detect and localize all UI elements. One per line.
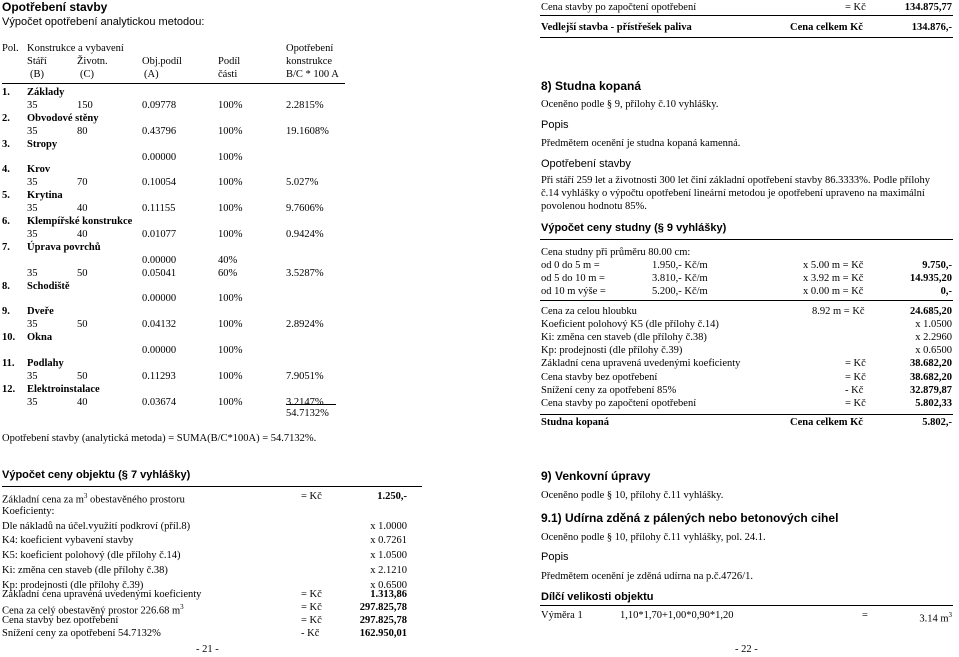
s8-depth-heading: Cena studny při průměru 80.00 cm:	[541, 247, 691, 258]
calc-row-label: Cena stavby bez opotřebení	[541, 371, 658, 383]
right-top-rule1	[540, 15, 953, 16]
price-result-value: 162.950,01	[359, 628, 407, 639]
item-cell: 100%	[218, 125, 243, 137]
s91-title: 9.1) Udírna zděná z pálených nebo betonových cihel	[541, 511, 839, 525]
item-name: Schodiště	[27, 280, 70, 292]
right-top-rule2	[540, 37, 953, 38]
hdr-a: (A)	[144, 69, 159, 80]
page-number-right: - 22 -	[735, 644, 758, 655]
s8-oceneno: Oceněno podle § 9, přílohy č.10 vyhlášky.	[541, 99, 719, 110]
price-result-value: 297.825,78	[359, 615, 407, 626]
price-row-value: x 1.0000	[370, 520, 407, 532]
item-cell: 0.00000	[142, 254, 177, 266]
s8-popis: Předmětem ocenění je studna kopaná kamenná.	[541, 138, 741, 149]
item-cell: 7.9051%	[286, 370, 324, 382]
price-row-label	[2, 549, 180, 562]
price-row-label	[2, 520, 190, 533]
item-cell: 0.11293	[142, 370, 176, 382]
item-cell: 0.10054	[142, 177, 177, 189]
price-title-rule	[2, 486, 422, 487]
hdr-c: (C)	[80, 69, 94, 80]
s91-popis-heading: Popis	[541, 551, 569, 563]
price-row-label-text: K5: koeficient polohový (dle přílohy č.14)	[2, 550, 181, 562]
item-cell: 0.00000	[142, 345, 177, 356]
top-row-op: = Kč	[845, 2, 866, 13]
item-cell: 80	[77, 125, 88, 137]
item-number: 10.	[2, 332, 16, 344]
price-row-label	[2, 534, 134, 547]
item-cell: 100%	[218, 177, 243, 189]
s8-total-op: Cena celkem Kč	[790, 417, 863, 428]
item-number: 6.	[2, 216, 10, 227]
item-cell: 35	[27, 203, 38, 215]
s91-dil-rule	[540, 605, 953, 606]
s8-opotr-line3: povolenou hodnotu 85%.	[541, 201, 647, 212]
item-cell: 35	[27, 319, 38, 331]
calc-row-value: x 0.6500	[915, 345, 952, 357]
depth-range: od 5 do 10 m =	[541, 273, 605, 284]
depth-value: 9.750,-	[922, 260, 952, 271]
s8-total-value: 5.802,-	[922, 417, 952, 428]
item-cell: 100%	[218, 228, 243, 240]
calc-row-op: = Kč	[845, 358, 866, 370]
wear-total: 54.7132%	[286, 408, 329, 419]
item-cell: 50	[77, 267, 88, 279]
s8-title: 8) Studna kopaná	[541, 79, 642, 93]
price-result-label	[2, 614, 118, 627]
item-cell: 0.00000	[142, 293, 177, 305]
item-cell: 0.03674	[142, 396, 177, 408]
price-result-label-text: Cena stavby bez opotřebení	[2, 615, 119, 626]
top-row-value: 134.875,77	[904, 2, 952, 13]
item-cell: 100%	[218, 99, 243, 111]
s91-vymera-value	[919, 609, 952, 626]
s91-vymera-sup: 3	[948, 611, 952, 619]
price-row-value: x 2.1210	[370, 565, 407, 576]
top-row-label: Cena stavby po započtení opotřebení	[541, 2, 697, 13]
left-title: Opotřebení stavby	[2, 0, 108, 14]
depth-mult: x 3.92 m = Kč	[803, 273, 864, 284]
item-name: Krytina	[27, 190, 63, 202]
total-rule	[286, 404, 336, 405]
hdr-casti: části	[218, 69, 238, 80]
item-cell: 70	[77, 177, 88, 189]
depth-price: 5.200,- Kč/m	[652, 286, 708, 297]
calc-row-op: = Kč	[845, 371, 866, 383]
calc-row-label: Koeficient polohový K5 (dle přílohy č.14)	[541, 319, 719, 331]
price-result-op: = Kč	[301, 615, 322, 626]
price-row-value: x 0.7261	[370, 535, 407, 547]
price-result-op: - Kč	[301, 628, 320, 639]
s8-depth-rule	[540, 300, 953, 301]
calc-row-op: 8.92 m = Kč	[812, 306, 865, 317]
item-name: Dveře	[27, 306, 54, 318]
price-result-sup: 3	[180, 603, 184, 611]
hdr-opotrebeni: Opotřebení	[286, 43, 334, 54]
item-number: 5.	[2, 190, 10, 202]
price-result-value: 297.825,78	[359, 602, 407, 613]
item-cell: 35	[27, 99, 38, 111]
calc-row-value: 38.682,20	[910, 371, 952, 383]
item-cell: 100%	[218, 203, 243, 215]
depth-range: od 0 do 5 m =	[541, 260, 600, 271]
price-row-label-text: Koeficienty:	[2, 505, 55, 517]
item-number: 9.	[2, 306, 10, 318]
calc-row-label: Snížení ceny za opotřebení 85%	[541, 384, 677, 396]
item-cell: 0.00000	[142, 151, 177, 163]
header-rule	[2, 83, 345, 84]
depth-mult: x 0.00 m = Kč	[803, 286, 864, 297]
item-cell: 19.1608%	[286, 125, 329, 137]
item-cell: 100%	[218, 345, 243, 356]
price-result-label	[2, 588, 201, 601]
item-number: 1.	[2, 87, 10, 98]
item-cell: 100%	[218, 370, 243, 382]
item-cell: 0.09778	[142, 99, 177, 111]
s91-popis: Předmětem ocenění je zděná udírna na p.č.4726/1.	[541, 571, 753, 582]
item-name: Podlahy	[27, 357, 64, 369]
price-result-label-text: Cena za celý obestavěný prostor 226.68 m	[2, 605, 181, 617]
price-row-value: 1.250,-	[377, 491, 407, 502]
item-cell: 40	[77, 396, 88, 408]
item-cell: 100%	[218, 319, 243, 331]
price-row-label	[2, 564, 168, 577]
calc-row-op: = Kč	[845, 397, 866, 409]
hdr-pol: Pol.	[2, 43, 19, 54]
item-name: Elektroinstalace	[27, 383, 100, 395]
price-row-label-text: K4: koeficient vybavení stavby	[2, 535, 134, 547]
item-name: Úprava povrchů	[27, 241, 101, 253]
price-result-op: = Kč	[301, 589, 322, 600]
item-cell: 0.11155	[142, 203, 176, 215]
hdr-objpodil: Obj.podíl	[142, 56, 182, 67]
wear-summary: Opotřebení stavby (analytická metoda) = SUMA(B/C*100A) = 54.7132%.	[2, 433, 317, 444]
price-row-label-rest: obestavěného prostoru	[87, 494, 185, 506]
price-row-label-text: Ki: změna cen staveb (dle přílohy č.38)	[2, 565, 168, 576]
item-cell: 35	[27, 177, 38, 189]
s8-opotr-line2: č.14 vyhlášky o výpočtu opotřebení lineární metodou je opotřebení upraveno na maximální	[541, 188, 925, 199]
price-row-label-text: Kp: prodejnosti (dle přílohy č.39)	[2, 579, 144, 591]
s8-total-rule	[540, 414, 953, 415]
price-result-value: 1.313,86	[370, 589, 407, 600]
hdr-zivotn: Životn.	[77, 56, 108, 67]
depth-value: 0,-	[940, 286, 952, 297]
price-result-label	[2, 627, 161, 640]
calc-row-value: x 2.2960	[915, 332, 952, 344]
calc-row-label: Kp: prodejnosti (dle přílohy č.39)	[541, 345, 683, 357]
item-cell: 9.7606%	[286, 203, 324, 215]
calc-row-value: 32.879,87	[910, 384, 952, 396]
depth-price: 1.950,- Kč/m	[652, 260, 708, 271]
left-subtitle: Výpočet opotřebení analytickou metodou:	[2, 16, 205, 28]
hdr-b: (B)	[30, 69, 44, 80]
item-cell: 0.05041	[142, 267, 177, 279]
hdr-stari: Stáří	[27, 56, 47, 67]
page-number-left: - 21 -	[196, 644, 219, 655]
item-cell: 0.04132	[142, 319, 177, 331]
calc-row-label: Cena stavby po započtení opotřebení	[541, 397, 697, 409]
depth-range: od 10 m výše =	[541, 286, 606, 297]
price-result-op: = Kč	[301, 602, 322, 613]
item-cell: 0.01077	[142, 228, 177, 240]
item-cell: 35	[27, 125, 38, 137]
item-name: Krov	[27, 164, 51, 176]
item-cell: 60%	[218, 267, 238, 279]
s8-calc-rule	[540, 239, 953, 240]
calc-row-value: 38.682,20	[910, 358, 952, 370]
item-cell: 100%	[218, 151, 243, 163]
item-cell: 40	[77, 228, 88, 240]
s91-vymera-value-text: 3.14 m	[919, 613, 949, 625]
calc-row-value: x 1.0500	[915, 319, 952, 331]
s8-opotr-heading: Opotřebení stavby	[541, 158, 631, 170]
price-row-op: = Kč	[301, 491, 322, 502]
price-row-label-text: Základní cena za m	[2, 494, 84, 506]
s91-vymera-eq: =	[862, 610, 868, 621]
s8-calc-heading: Výpočet ceny studny (§ 9 vyhlášky)	[541, 222, 727, 234]
price-result-label-text: Základní cena upravená uvedenými koeficienty	[2, 589, 202, 600]
hdr-podil: Podíl	[218, 56, 241, 67]
item-cell: 0.43796	[142, 125, 177, 137]
s8-popis-heading: Popis	[541, 119, 569, 131]
item-cell: 0.9424%	[286, 228, 324, 240]
item-cell: 150	[77, 99, 93, 111]
price-row-value: x 0.6500	[370, 579, 407, 591]
top-row-label: Vedlejší stavba - přístřešek paliva	[541, 22, 692, 33]
item-number: 11.	[2, 357, 15, 369]
price-row-label-text: Dle nákladů na účel.využití podkroví (příl.8)	[2, 520, 191, 532]
item-number: 3.	[2, 138, 10, 150]
calc-row-label: Základní cena upravená uvedenými koeficienty	[541, 358, 741, 370]
item-number: 7.	[2, 241, 10, 253]
item-cell: 3.5287%	[286, 267, 324, 279]
s8-opotr-line1: Při stáří 259 let a životnosti 300 let činí základní opotřebení stavby 86.3333%. Podle přílohy	[541, 175, 931, 186]
item-cell: 35	[27, 267, 38, 279]
depth-value: 14.935,20	[910, 273, 952, 284]
price-result-label-text: Snížení ceny za opotřebení 54.7132%	[2, 628, 161, 639]
item-number: 8.	[2, 280, 10, 292]
item-number: 2.	[2, 112, 10, 124]
depth-price: 3.810,- Kč/m	[652, 273, 708, 284]
item-cell: 2.2815%	[286, 99, 324, 111]
item-cell: 50	[77, 319, 88, 331]
price-title: Výpočet ceny objektu (§ 7 vyhlášky)	[2, 469, 191, 481]
item-number: 4.	[2, 164, 10, 176]
item-name: Okna	[27, 332, 53, 344]
calc-row-value: 24.685,20	[910, 306, 952, 317]
item-cell: 100%	[218, 293, 243, 305]
item-cell: 5.027%	[286, 177, 319, 189]
hdr-konstrukce2: konstrukce	[286, 56, 333, 67]
s9-oceneno: Oceněno podle § 10, přílohy č.11 vyhlášky.	[541, 490, 724, 501]
s91-oceneno: Oceněno podle § 10, přílohy č.11 vyhlášky, pol. 24.1.	[541, 532, 766, 543]
s91-vymera-formula: 1,10*1,70+1,00*0,90*1,20	[620, 610, 734, 621]
s9-title: 9) Venkovní úpravy	[541, 469, 651, 483]
item-cell: 100%	[218, 396, 243, 408]
calc-row-value: 5.802,33	[915, 397, 952, 409]
item-cell: 2.8924%	[286, 319, 324, 331]
item-cell: 35	[27, 396, 38, 408]
calc-row-label: Cena za celou hloubku	[541, 306, 637, 317]
item-cell: 40	[77, 203, 88, 215]
s91-vymera-label: Výměra 1	[541, 610, 583, 621]
price-row-value: x 1.0500	[370, 550, 407, 562]
item-cell: 50	[77, 370, 88, 382]
item-cell: 35	[27, 228, 38, 240]
item-name: Základy	[27, 87, 65, 98]
calc-row-op: - Kč	[845, 384, 864, 396]
depth-mult: x 5.00 m = Kč	[803, 260, 864, 271]
item-name: Obvodové stěny	[27, 112, 99, 124]
item-cell: 3.2147%	[286, 396, 324, 408]
item-number: 12.	[2, 383, 16, 395]
hdr-konstrukce: Konstrukce a vybavení	[27, 43, 124, 54]
hdr-formula: B/C * 100 A	[286, 69, 339, 80]
price-row-sup: 3	[83, 492, 88, 500]
item-name: Klempířské konstrukce	[27, 216, 133, 227]
s8-total-label: Studna kopaná	[541, 417, 609, 428]
item-cell: 40%	[218, 254, 238, 266]
top-row-op: Cena celkem Kč	[790, 22, 863, 33]
s91-dil-heading: Dílčí velikosti objektu	[541, 591, 654, 603]
item-cell: 35	[27, 370, 38, 382]
calc-row-label: Ki: změna cen staveb (dle přílohy č.38)	[541, 332, 707, 344]
top-row-value: 134.876,-	[911, 22, 952, 33]
item-name: Stropy	[27, 138, 58, 150]
price-row-label	[2, 505, 54, 518]
